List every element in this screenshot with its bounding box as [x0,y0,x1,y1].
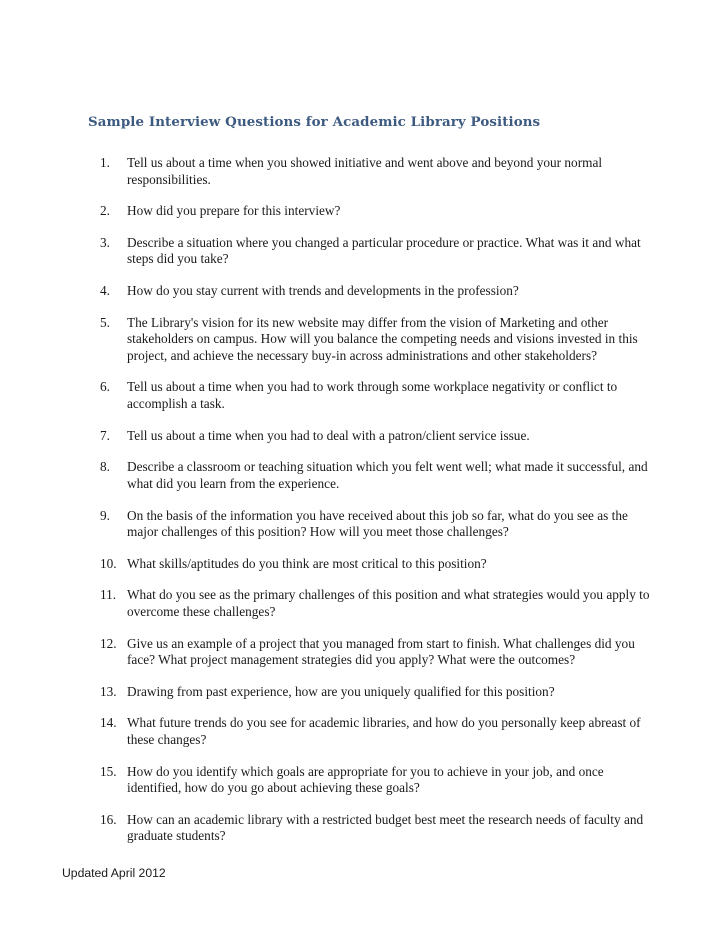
question-text: Describe a classroom or teaching situation which you felt went well; what made it successful, and what did you learn from the experience. [127,459,648,491]
question-number: 6. [100,379,110,395]
question-list [100,155,660,860]
list-item [100,812,660,845]
question-text: Tell us about a time when you had to deal with a patron/client service issue. [127,427,530,443]
question-number: 1. [100,155,110,170]
question-text: On the basis of the information you have received about this job so far, what do you see as the major challenges of this position? How will you meet those challenges? [127,507,628,539]
document-title: Sample Interview Questions for Academic Library Positions [88,114,541,130]
question-text: What skills/aptitudes do you think are most critical to this position? [127,555,487,571]
question-number: 9. [100,507,110,523]
question-text: The Library's vision for its new website may differ from the vision of Marketing and other stakeholders on campus. How will you balance the competing needs and visions invested in this project, and achieve the necessary buy-in across administrations and other stakeholders? [127,314,638,363]
list-item [100,508,660,541]
question-number: 7. [100,427,110,443]
list-item [100,315,660,365]
list-item [100,764,660,797]
list-item [100,283,660,300]
question-text: Describe a situation where you changed a particular procedure or practice. What was it and what steps did you take? [127,234,641,267]
list-item [100,715,660,748]
question-text: What future trends do you see for academic libraries, and how do you personally keep abreast of these changes? [127,715,641,747]
list-item [100,459,660,492]
question-number: 11. [100,587,117,603]
question-text: How do you identify which goals are appropriate for you to achieve in your job, and once identified, how do you go about achieving these goals? [127,763,604,796]
question-text: How do you stay current with trends and developments in the profession? [127,283,519,299]
list-item [100,684,660,701]
question-number: 14. [100,715,117,731]
question-number: 3. [100,234,110,250]
question-number: 4. [100,283,110,299]
question-number: 15. [100,763,117,779]
question-text: Drawing from past experience, how are you uniquely qualified for this position? [127,683,555,699]
list-item [100,235,660,268]
list-item [100,587,660,620]
question-number: 10. [100,555,117,571]
question-number: 16. [100,811,117,827]
question-number: 8. [100,459,110,475]
question-text: Tell us about a time when you showed initiative and went above and beyond your normal responsibilities. [127,155,603,187]
question-number: 13. [100,683,117,699]
question-text: What do you see as the primary challenges of this position and what strategies would you apply to overcome these challenges? [127,587,650,619]
list-item [100,379,660,412]
question-text: Tell us about a time when you had to work through some workplace negativity or conflict to accomplish a task. [127,379,618,411]
question-number: 12. [100,635,117,651]
question-text: How can an academic library with a restricted budget best meet the research needs of faculty and graduate students? [127,811,644,844]
question-number: 2. [100,203,110,219]
list-item [100,203,660,220]
footer-updated-date: Updated April 2012 [62,866,166,880]
question-text: How did you prepare for this interview? [127,203,341,219]
list-item [100,155,660,188]
list-item [100,428,660,445]
list-item [100,636,660,669]
list-item [100,556,660,573]
question-text: Give us an example of a project that you managed from start to finish. What challenges did you face? What project management strategies did you apply? What were the outcomes? [127,635,635,668]
question-number: 5. [100,314,110,330]
